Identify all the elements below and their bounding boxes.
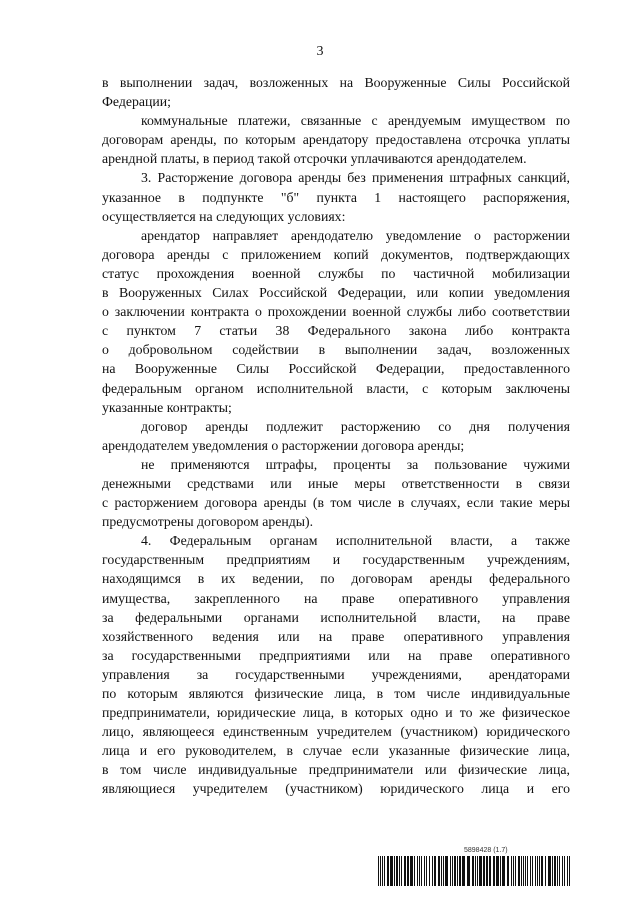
text-line: с расторжением договора аренды (в том числе в случаях, если такие меры — [102, 495, 570, 511]
text-line: статус прохождения военной службы по частичной мобилизации — [102, 265, 570, 281]
text-line: в Вооруженных Силах Российской Федерации, или копии уведомления — [102, 285, 570, 301]
barcode-icon — [378, 856, 572, 886]
text-line: 4. Федеральным органам исполнительной власти, а также — [141, 533, 570, 549]
text-line: арендной платы, в период такой отсрочки уплачиваются арендодателем. — [102, 151, 527, 167]
text-line: предусмотрены договором аренды). — [102, 514, 314, 530]
document-body — [102, 73, 570, 799]
page-number: 3 — [316, 44, 324, 59]
text-line: имущества, закрепленного на праве оперативного управления — [102, 590, 570, 606]
text-line: не применяются штрафы, проценты за пользование чужими — [141, 456, 570, 472]
text-line: коммунальные платежи, связанные с арендуемым имуществом по — [141, 113, 570, 129]
text-line: хозяйственного ведения или на праве оперативного управления — [102, 628, 570, 644]
text-line: находящимся в их ведении, по договорам аренды федерального — [102, 571, 570, 587]
text-line: арендатор направляет арендодателю уведомление о расторжении — [141, 227, 570, 243]
text-line: на Вооруженные Силы Российской Федерации, предоставленного — [102, 361, 570, 377]
text-line: договора аренды с приложением копий документов, подтверждающих — [102, 246, 570, 262]
paragraph — [102, 73, 570, 111]
text-line: предприниматели, юридические лица, в которых одно и то же физическое — [102, 705, 570, 721]
paragraph — [102, 111, 570, 168]
text-line: государственным предприятиям и государственным учреждениям, — [102, 552, 570, 568]
text-line: денежными средствами или иные меры ответственности в связи — [102, 475, 570, 491]
text-line: договорам аренды, по которым арендатору предоставлена отсрочка уплаты — [102, 132, 570, 148]
text-line: лицо, являющееся единственным учредителем (участником) юридического — [102, 724, 570, 740]
text-line: лица и его руководителем, в случае если указанные физические лица, — [102, 743, 570, 759]
text-line: управления за государственными учреждениями, арендаторами — [102, 666, 570, 682]
text-line: за государственными предприятиями или на праве оперативного — [102, 647, 570, 663]
paragraph — [102, 226, 570, 417]
paragraph — [102, 531, 570, 798]
document-barcode — [378, 847, 572, 891]
text-line: 3. Расторжение договора аренды без применения штрафных санкций, — [141, 170, 570, 186]
text-line: по которым являются физические лица, в том числе индивидуальные — [102, 686, 570, 701]
text-line: арендодателем уведомления о расторжении договора аренды; — [102, 437, 465, 453]
paragraph — [102, 417, 570, 455]
text-line: о заключении контракта о прохождении военной службы либо соответствии — [102, 304, 570, 320]
text-line: с пунктом 7 статьи 38 Федерального закона либо контракта — [102, 323, 570, 339]
text-line: указанные контракты; — [102, 399, 232, 415]
paragraph — [102, 455, 570, 531]
text-line: осуществляется на следующих условиях: — [102, 208, 346, 224]
text-line: федеральным органом исполнительной власти, с которым заключены — [102, 380, 570, 396]
text-line: указанное в подпункте "б" пункта 1 настоящего распоряжения, — [102, 189, 570, 205]
text-line: Федерации; — [102, 94, 171, 110]
text-line: в том числе индивидуальные предприниматели или физические лица, — [102, 762, 570, 778]
barcode-caption: 5898428 (1.7) — [464, 847, 508, 854]
paragraph — [102, 168, 570, 225]
text-line: за федеральными органами исполнительной власти, на праве — [102, 609, 570, 625]
text-line: являющиеся учредителем (участником) юридического лица и его — [102, 781, 570, 797]
text-line: договор аренды подлежит расторжению со дня получения — [141, 418, 570, 434]
text-line: о добровольном содействии в выполнении задач, возложенных — [102, 342, 570, 358]
text-line: в выполнении задач, возложенных на Вооруженные Силы Российской — [102, 75, 570, 90]
